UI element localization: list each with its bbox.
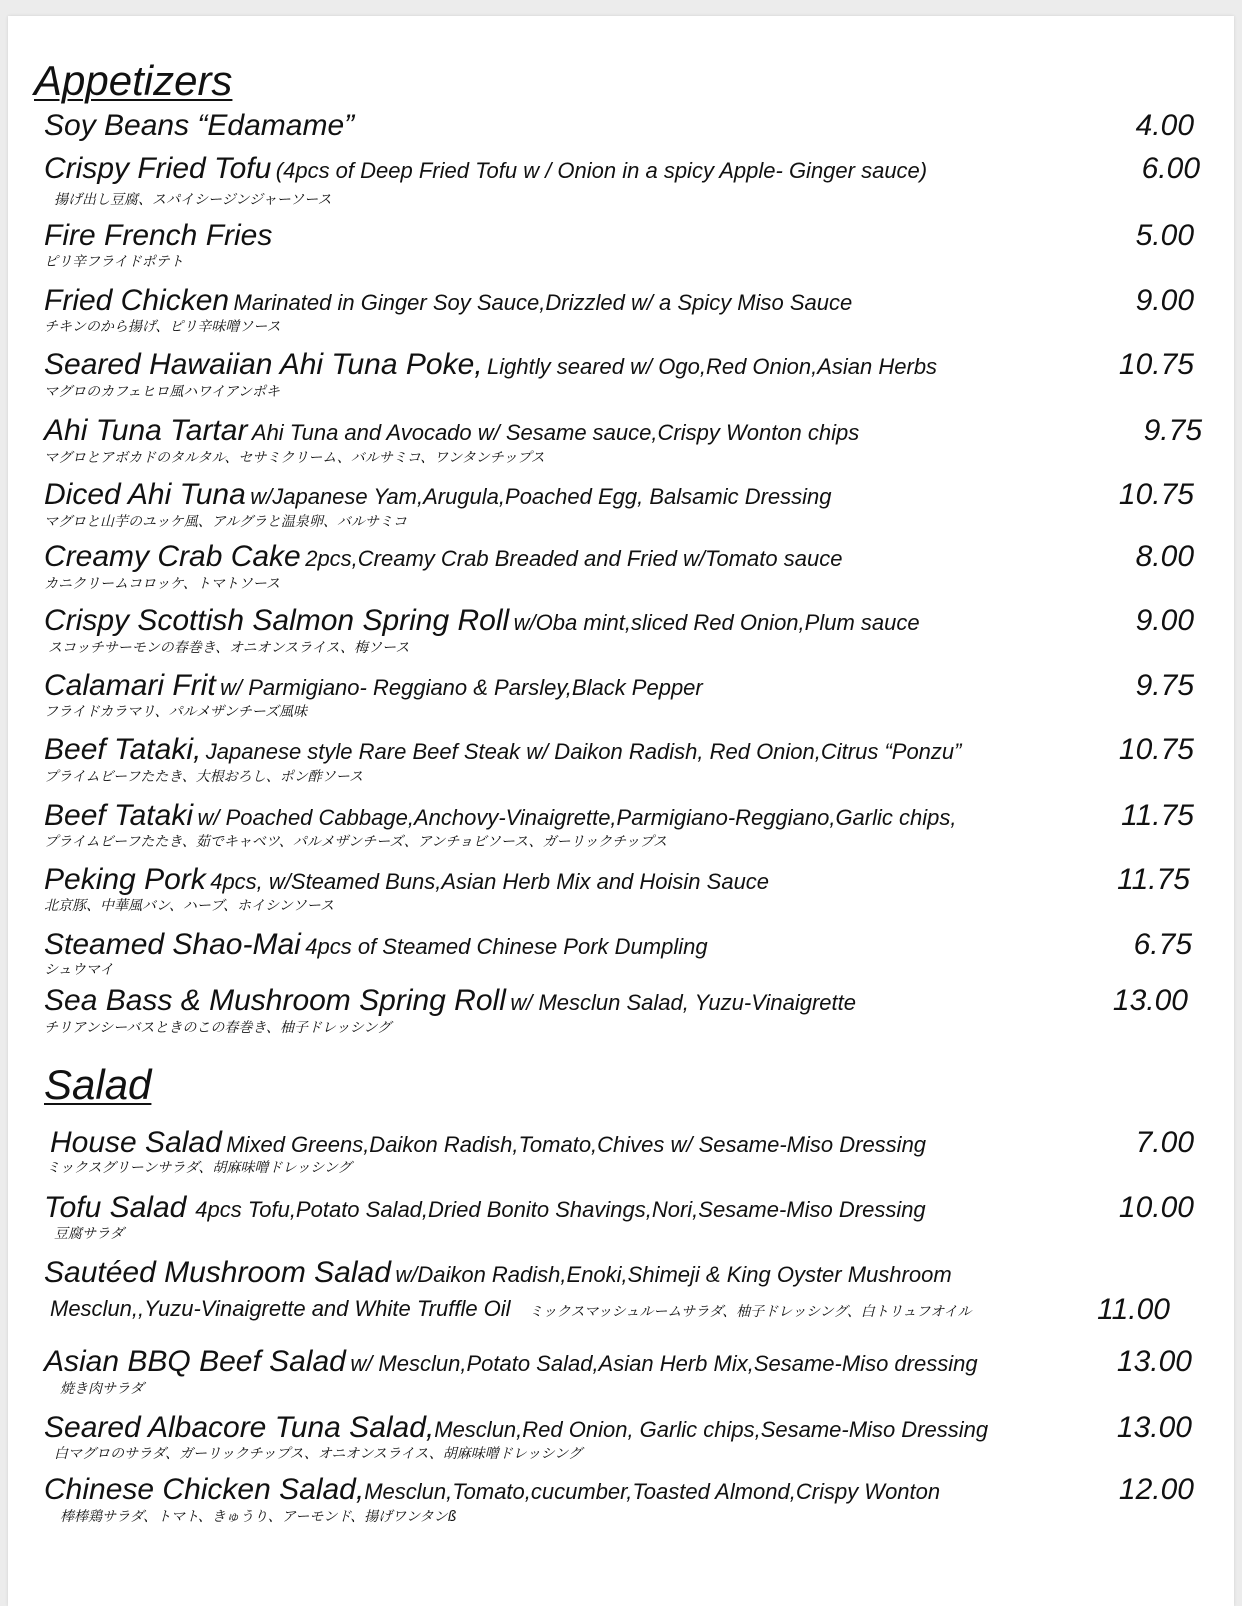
item-japanese: 白マグロのサラダ、ガーリックチップス、オニオンスライス、胡麻味噌ドレッシング	[54, 1446, 583, 1462]
item-price: 13.00	[1112, 984, 1188, 1017]
item-japanese: フライドカラマリ、パルメザンチーズ風味	[44, 704, 308, 720]
menu-item-creamy-crab-cake	[8, 540, 1234, 592]
item-name: Sautéed Mushroom Salad	[44, 1256, 391, 1289]
item-price: 10.75	[1118, 348, 1194, 381]
item-name: Soy Beans “Edamame”	[44, 109, 355, 142]
item-japanese: シュウマイ	[44, 962, 114, 978]
item-name: Diced Ahi Tuna	[44, 478, 246, 511]
item-name: Fire French Fries	[44, 219, 273, 252]
item-price: 10.75	[1118, 478, 1194, 511]
item-price: 9.75	[1135, 669, 1194, 702]
item-name: Sea Bass & Mushroom Spring Roll	[44, 984, 506, 1017]
item-description: Marinated in Ginger Soy Sauce,Drizzled w/ a Spicy Miso Sauce	[233, 290, 853, 315]
menu-item-calamari-frit	[8, 669, 1234, 720]
item-description: w/ Mesclun,Potato Salad,Asian Herb Mix,Sesame-Miso dressing	[350, 1351, 978, 1376]
item-price: 5.00	[1135, 219, 1194, 252]
item-price: 10.00	[1118, 1191, 1194, 1224]
item-price: 9.00	[1135, 284, 1194, 317]
item-description: w/ Mesclun Salad, Yuzu-Vinaigrette	[510, 990, 857, 1015]
item-description: w/Daikon Radish,Enoki,Shimeji & King Oyster Mushroom	[395, 1262, 952, 1287]
item-description: w/Japanese Yam,Arugula,Poached Egg, Balsamic Dressing	[250, 484, 832, 509]
menu-item-shao-mai	[8, 928, 1234, 978]
item-price: 7.00	[1135, 1126, 1194, 1159]
menu-item-house-salad	[8, 1126, 1234, 1176]
menu-item-tofu-salad	[8, 1191, 1234, 1242]
item-description: Ahi Tuna and Avocado w/ Sesame sauce,Crispy Wonton chips	[251, 420, 860, 445]
item-description: 4pcs of Steamed Chinese Pork Dumpling	[305, 934, 708, 959]
item-japanese: 豆腐サラダ	[54, 1226, 124, 1242]
item-japanese: ピリ辛フライドポテト	[44, 254, 184, 270]
item-japanese: プライムビーフたたき、大根おろし、ポン酢ソース	[44, 769, 364, 785]
item-description: w/Oba mint,sliced Red Onion,Plum sauce	[513, 610, 920, 635]
item-name: Beef Tataki,	[44, 733, 202, 766]
item-price: 10.75	[1118, 733, 1194, 766]
item-description: (4pcs of Deep Fried Tofu w / Onion in a spicy Apple- Ginger sauce)	[275, 158, 928, 183]
menu-item-beef-tataki-ponzu	[8, 733, 1234, 785]
item-price: 6.00	[1141, 152, 1200, 185]
item-price: 6.75	[1133, 928, 1192, 961]
item-description: 4pcs Tofu,Potato Salad,Dried Bonito Shavings,Nori,Sesame-Miso Dressing	[195, 1197, 926, 1222]
item-description: Lightly seared w/ Ogo,Red Onion,Asian Herbs	[487, 354, 938, 379]
item-price: 13.00	[1116, 1411, 1192, 1444]
section-title-salad: Salad	[44, 1061, 152, 1108]
menu-item-edamame	[8, 109, 1234, 142]
menu-item-sea-bass-spring-roll	[8, 984, 1234, 1036]
item-name: Crispy Fried Tofu	[44, 152, 272, 185]
menu-item-ahi-tuna-tartar	[8, 414, 1234, 466]
item-japanese: チキンのから揚げ、ピリ辛味噌ソース	[44, 319, 281, 335]
item-name: Chinese Chicken Salad,	[44, 1473, 365, 1506]
item-price: 8.00	[1135, 540, 1194, 573]
item-name: Ahi Tuna Tartar	[44, 414, 248, 447]
item-japanese: 揚げ出し豆腐、スパイシージンジャーソース	[54, 192, 332, 208]
menu-item-albacore-salad	[8, 1411, 1234, 1462]
item-name: Calamari Frit	[44, 669, 216, 702]
item-name: Crispy Scottish Salmon Spring Roll	[44, 604, 510, 637]
item-japanese: スコッチサーモンの春巻き、オニオンスライス、梅ソース	[48, 640, 410, 656]
item-name: House Salad	[50, 1126, 222, 1159]
section-title-appetizers: Appetizers	[34, 57, 233, 104]
item-description: 4pcs, w/Steamed Buns,Asian Herb Mix and Hoisin Sauce	[210, 869, 770, 894]
menu-page	[8, 16, 1234, 1606]
menu-item-crispy-fried-tofu	[8, 152, 1234, 208]
item-price: 12.00	[1118, 1473, 1194, 1506]
item-description: Mesclun,Tomato,cucumber,Toasted Almond,Crispy Wonton	[364, 1479, 941, 1504]
item-description: Mesclun,Red Onion, Garlic chips,Sesame-Miso Dressing	[434, 1417, 989, 1442]
item-price: 13.00	[1116, 1345, 1192, 1378]
item-japanese: プライムビーフたたき、茹でキャベツ、パルメザンチーズ、アンチョビソース、ガーリックチップス	[44, 834, 667, 850]
menu-item-mushroom-salad	[8, 1256, 1234, 1326]
item-name: Beef Tataki	[44, 799, 193, 832]
menu-item-fire-french-fries	[8, 219, 1234, 270]
menu-item-diced-ahi-tuna	[8, 478, 1234, 530]
item-name: Fried Chicken	[44, 284, 230, 317]
item-japanese: 棒棒鶏サラダ、トマト、きゅうり、アーモンド、揚げワンタンß	[60, 1509, 457, 1525]
item-japanese: ミックスグリーンサラダ、胡麻味噌ドレッシング	[46, 1160, 352, 1176]
item-japanese: 北京豚、中華風バン、ハーブ、ホイシンソース	[44, 898, 335, 914]
item-name: Tofu Salad	[44, 1191, 187, 1224]
menu-item-peking-pork	[8, 863, 1234, 914]
item-price: 4.00	[1135, 109, 1194, 142]
item-price: 11.00	[1097, 1293, 1170, 1326]
menu-item-fried-chicken	[8, 284, 1234, 335]
item-name: Seared Hawaiian Ahi Tuna Poke,	[44, 348, 483, 381]
item-name: Creamy Crab Cake	[44, 540, 301, 573]
item-description: Mixed Greens,Daikon Radish,Tomato,Chives w/ Sesame-Miso Dressing	[226, 1132, 927, 1157]
item-name: Asian BBQ Beef Salad	[44, 1345, 346, 1378]
item-japanese: 焼き肉サラダ	[60, 1381, 144, 1397]
menu-item-beef-tataki-cabbage	[8, 799, 1234, 850]
item-name: Seared Albacore Tuna Salad,	[44, 1411, 435, 1444]
item-price: 11.75	[1121, 799, 1194, 832]
menu-item-ahi-tuna-poke	[8, 348, 1234, 400]
item-description: w/ Parmigiano- Reggiano & Parsley,Black Pepper	[220, 675, 703, 700]
item-japanese: マグロのカフェヒロ風ハワイアンポキ	[44, 384, 280, 400]
item-description: w/ Poached Cabbage,Anchovy-Vinaigrette,Parmigiano-Reggiano,Garlic chips,	[197, 805, 957, 830]
item-japanese: マグロと山芋のユッケ風、アルグラと温泉卵、バルサミコ	[44, 514, 407, 530]
item-price: 11.75	[1117, 863, 1190, 896]
menu-item-chinese-chicken-salad	[8, 1473, 1234, 1525]
item-japanese: チリアンシーバスときのこの春巻き、柚子ドレッシング	[44, 1020, 392, 1036]
item-description: Japanese style Rare Beef Steak w/ Daikon Radish, Red Onion,Citrus “Ponzu”	[205, 739, 962, 764]
menu-item-bbq-beef-salad	[8, 1345, 1234, 1397]
item-price: 9.00	[1135, 604, 1194, 637]
item-japanese: マグロとアボカドのタルタル、セサミクリーム、バルサミコ、ワンタンチップス	[44, 450, 545, 466]
item-price: 9.75	[1143, 414, 1202, 447]
item-japanese: ミックスマッシュルームサラダ、柚子ドレッシング、白トリュフオイル	[528, 1304, 972, 1320]
item-name: Peking Pork	[44, 863, 206, 896]
item-japanese: カニクリームコロッケ、トマトソース	[44, 576, 281, 592]
menu-item-salmon-spring-roll	[8, 604, 1234, 656]
item-description-2: Mesclun,,Yuzu-Vinaigrette and White Truffle Oil	[50, 1296, 511, 1321]
item-name: Steamed Shao-Mai	[44, 928, 301, 961]
item-description: 2pcs,Creamy Crab Breaded and Fried w/Tomato sauce	[305, 546, 843, 571]
